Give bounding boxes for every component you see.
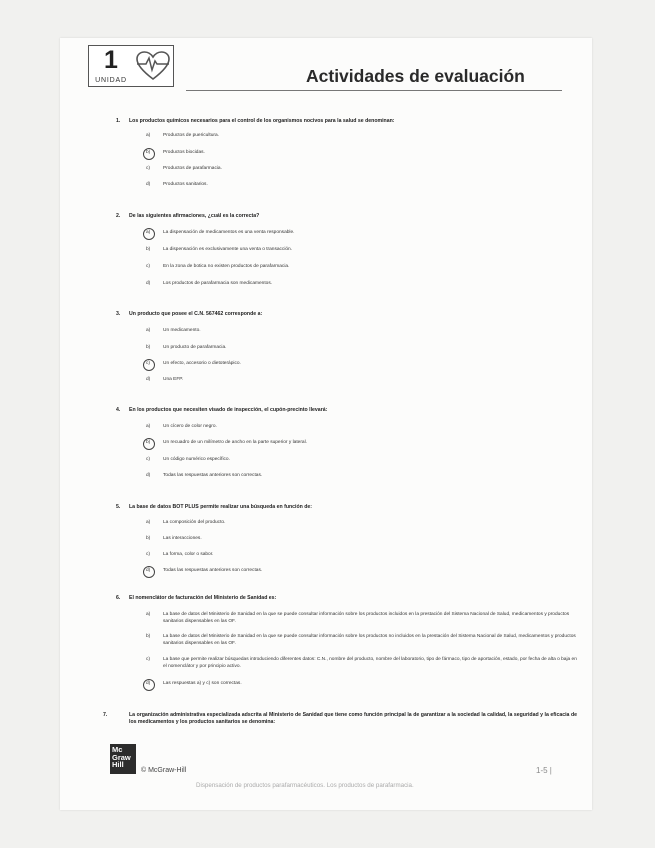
option-5b — [146, 536, 202, 543]
option-letter: d) — [146, 473, 151, 478]
option-text: Las respuestas a) y c) son correctas. — [163, 681, 242, 686]
question-text: Los productos químicos necesarios para el control de los organismos nocivos para la salud se denominan: — [129, 118, 395, 124]
heart-pulse-icon — [135, 50, 171, 82]
question-2 — [116, 213, 564, 220]
option-text: La base de datos del Ministerio de Sanidad en la que se puede consultar información sobre los productos no incluidos en la prestación del Sistema Nacional de Salud, medicamentos y productos sanitarios dispensables en las OF. — [163, 634, 576, 646]
option-text: Un medicamento. — [163, 328, 201, 333]
option-text: Un recuadro de un milímetro de ancho en la parte superior y lateral. — [163, 440, 307, 445]
answer-circle — [143, 566, 155, 578]
option-text: La base que permite realizar búsquedas introduciendo diferentes datos: C.N., nombre del producto, nombre del laboratorio, tipo de fármaco, tipo de aportación, estado, por fecha de alta o baja en el nomenclátor y por principio activo. — [163, 657, 577, 669]
answer-circle — [143, 438, 155, 450]
question-text: El nomenclátor de facturación del Ministerio de Sanidad es: — [129, 595, 277, 601]
option-text: En la zona de botica no existen productos de parafarmacia. — [163, 264, 290, 269]
option-3c — [146, 361, 241, 368]
option-text: Las interacciones. — [163, 536, 202, 541]
option-letter: a) — [146, 424, 151, 429]
option-4b — [146, 440, 307, 447]
option-6c — [146, 657, 581, 670]
option-letter: b) — [146, 150, 163, 157]
option-letter: c) — [146, 552, 150, 557]
option-5a — [146, 520, 225, 527]
question-7 — [103, 712, 577, 726]
question-1 — [116, 118, 564, 125]
document-page — [60, 38, 592, 810]
option-text: Un efecto, accesorio o dietoterápico. — [163, 361, 241, 366]
footer-copyright: © McGraw-Hill — [141, 767, 187, 774]
question-text: La base de datos BOT PLUS permite realizar una búsqueda en función de: — [129, 504, 313, 510]
footer-caption: Dispensación de productos parafarmacéuticos. Los productos de parafarmacia. — [196, 782, 414, 789]
option-letter: b) — [146, 345, 151, 350]
option-letter: d) — [146, 681, 163, 688]
option-2b — [146, 247, 292, 254]
option-text: Los productos de parafarmacia son medicamentos. — [163, 281, 273, 286]
option-3a — [146, 328, 201, 335]
heart-pulse-badge — [133, 45, 174, 87]
option-3b — [146, 345, 226, 352]
option-2d — [146, 281, 272, 288]
option-letter: a) — [146, 230, 163, 237]
option-1c — [146, 166, 222, 173]
option-text: Un producto de parafarmacia. — [163, 345, 227, 350]
question-text: En los productos que necesiten visado de inspección, el cupón-precinto llevará: — [129, 407, 328, 413]
question-number: 5. — [116, 504, 121, 510]
option-text: Un código numérico específico. — [163, 457, 230, 462]
option-text: Productos biocidas. — [163, 150, 205, 155]
option-text: La dispensación es exclusivamente una venta o transacción. — [163, 247, 293, 252]
answer-circle — [143, 228, 155, 240]
option-2a — [146, 230, 294, 237]
option-4d — [146, 473, 262, 480]
option-letter: b) — [146, 536, 151, 541]
option-text: Productos de parafarmacia. — [163, 166, 222, 171]
option-text: La dispensación de medicamentos es una venta responsable. — [163, 230, 295, 235]
option-letter: a) — [146, 520, 151, 525]
question-text: De las siguientes afirmaciones, ¿cuál es la correcta? — [129, 213, 260, 219]
question-5 — [116, 504, 564, 511]
question-number: 4. — [116, 407, 121, 413]
option-letter: c) — [146, 457, 150, 462]
question-text: Un producto que posee el C.N. 567462 corresponde a: — [129, 311, 263, 317]
unit-label: UNIDAD — [95, 77, 127, 84]
option-4a — [146, 424, 217, 431]
option-letter: b) — [146, 247, 151, 252]
option-1b — [146, 150, 205, 157]
question-number: 7. — [103, 712, 108, 718]
option-letter: c) — [146, 657, 150, 662]
option-text: Un cícero de color negro. — [163, 424, 217, 429]
option-2c — [146, 264, 289, 271]
option-6a — [146, 612, 581, 625]
option-text: La forma, color o sabor. — [163, 552, 214, 557]
page-number: 1-5 | — [536, 766, 552, 775]
option-4c — [146, 457, 230, 464]
option-letter: b) — [146, 440, 163, 447]
option-text: Productos sanitarios. — [163, 182, 208, 187]
option-text: Productos de puericultura. — [163, 133, 219, 138]
option-1d — [146, 182, 208, 189]
option-5d — [146, 568, 262, 575]
option-6b — [146, 634, 581, 647]
question-number: 1. — [116, 118, 121, 124]
option-letter: d) — [146, 182, 151, 187]
page-title: Actividades de evaluación — [306, 66, 525, 86]
option-1a — [146, 133, 219, 140]
question-text: La organización administrativa especializada adscrita al Ministerio de Sanidad que tiene como función principal la de garantizar a la sociedad la calidad, la seguridad y la eficacia de los medicamentos y los productos sanitarios se denomina: — [129, 712, 577, 725]
mcgraw-hill-logo: Mc Graw Hill — [110, 744, 136, 774]
option-letter: c) — [146, 166, 150, 171]
title-divider — [186, 90, 562, 91]
question-number: 2. — [116, 213, 121, 219]
answer-circle — [143, 359, 155, 371]
question-6 — [116, 595, 564, 602]
question-number: 3. — [116, 311, 121, 317]
unit-badge — [88, 45, 134, 87]
answer-circle — [143, 679, 155, 691]
option-letter: a) — [146, 612, 151, 617]
question-4 — [116, 407, 564, 414]
option-3d — [146, 377, 183, 384]
option-text: La base de datos del Ministerio de Sanidad en la que se puede consultar información sobre los productos incluidos en la prestación del Sistema Nacional de Salud, medicamentos y productos sanitarios dispensables en las OF. — [163, 612, 570, 624]
option-letter: b) — [146, 634, 151, 639]
option-5c — [146, 552, 213, 559]
unit-number: 1 — [104, 46, 118, 74]
option-letter: a) — [146, 328, 151, 333]
option-text: Todas las respuestas anteriores son correctas. — [163, 568, 263, 573]
option-6d — [146, 681, 242, 688]
option-letter: c) — [146, 264, 150, 269]
option-text: Todas las respuestas anteriores son correctas. — [163, 473, 263, 478]
question-3 — [116, 311, 564, 318]
question-number: 6. — [116, 595, 121, 601]
option-letter: d) — [146, 377, 151, 382]
option-letter: d) — [146, 281, 151, 286]
option-text: Una EFP. — [163, 377, 184, 382]
option-letter: c) — [146, 361, 163, 368]
option-letter: a) — [146, 133, 151, 138]
answer-circle — [143, 148, 155, 160]
option-text: La composición del producto. — [163, 520, 226, 525]
option-letter: d) — [146, 568, 163, 575]
